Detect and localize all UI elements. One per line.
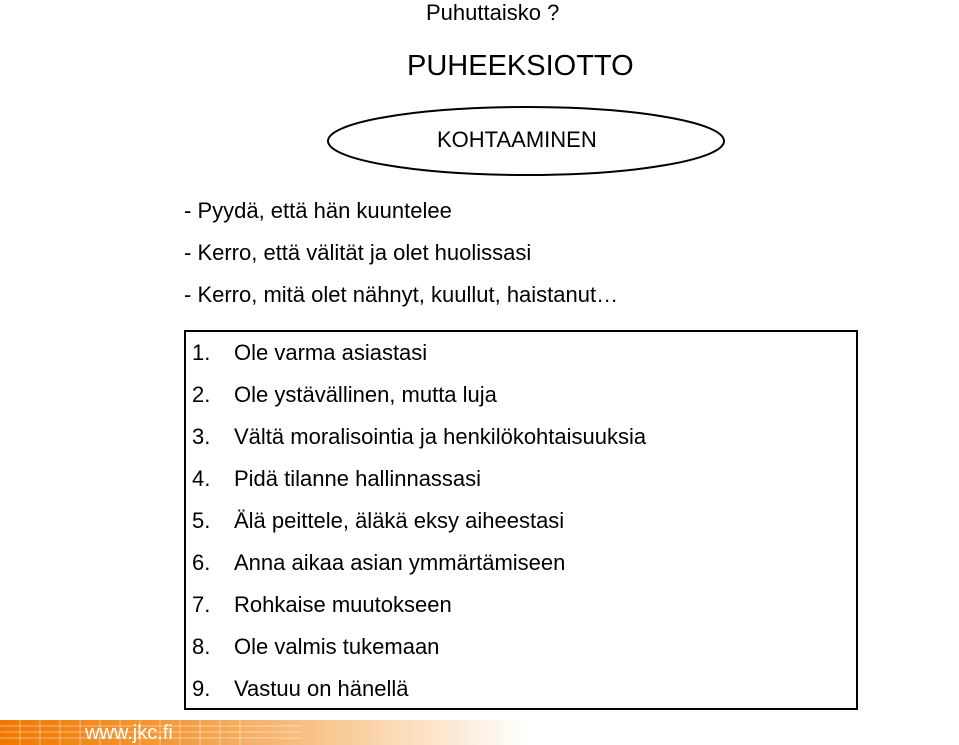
step-item	[192, 380, 646, 422]
step-text: Vastuu on hänellä	[234, 676, 409, 701]
step-item	[192, 632, 646, 674]
bullet-item: - Pyydä, että hän kuuntelee	[184, 198, 452, 223]
footer-url[interactable]: www.jkc.fi	[85, 722, 173, 744]
ellipse-label: KOHTAAMINEN	[437, 127, 597, 152]
step-number: 3.	[192, 424, 211, 449]
step-text: Vältä moralisointia ja henkilökohtaisuuksia	[234, 424, 647, 449]
step-item	[192, 674, 646, 716]
step-text: Ole varma asiastasi	[234, 340, 428, 365]
steps-list	[192, 338, 646, 716]
step-item	[192, 422, 646, 464]
step-number: 7.	[192, 592, 211, 617]
step-text: Ole valmis tukemaan	[234, 634, 440, 659]
step-text: Rohkaise muutokseen	[234, 592, 452, 617]
bullet-list	[184, 196, 618, 322]
step-item	[192, 590, 646, 632]
step-text: Anna aikaa asian ymmärtämiseen	[234, 550, 566, 575]
step-text: Ole ystävällinen, mutta luja	[234, 382, 497, 407]
step-number: 8.	[192, 634, 211, 659]
step-number: 5.	[192, 508, 211, 533]
step-number: 6.	[192, 550, 211, 575]
step-number: 4.	[192, 466, 211, 491]
step-item	[192, 548, 646, 590]
bullet-item: - Kerro, mitä olet nähnyt, kuullut, haistanut…	[184, 282, 619, 307]
step-item	[192, 506, 646, 548]
step-text: Pidä tilanne hallinnassasi	[234, 466, 482, 491]
steps-box	[184, 330, 858, 710]
step-text: Älä peittele, äläkä eksy aiheestasi	[234, 508, 565, 533]
step-number: 2.	[192, 382, 211, 407]
bullet-item: - Kerro, että välität ja olet huolissasi	[184, 240, 532, 265]
step-item	[192, 338, 646, 380]
step-item	[192, 464, 646, 506]
main-title: PUHEEKSIOTTO	[407, 50, 634, 82]
step-number: 9.	[192, 676, 211, 701]
top-question: Puhuttaisko ?	[426, 0, 560, 25]
step-number: 1.	[192, 340, 211, 365]
